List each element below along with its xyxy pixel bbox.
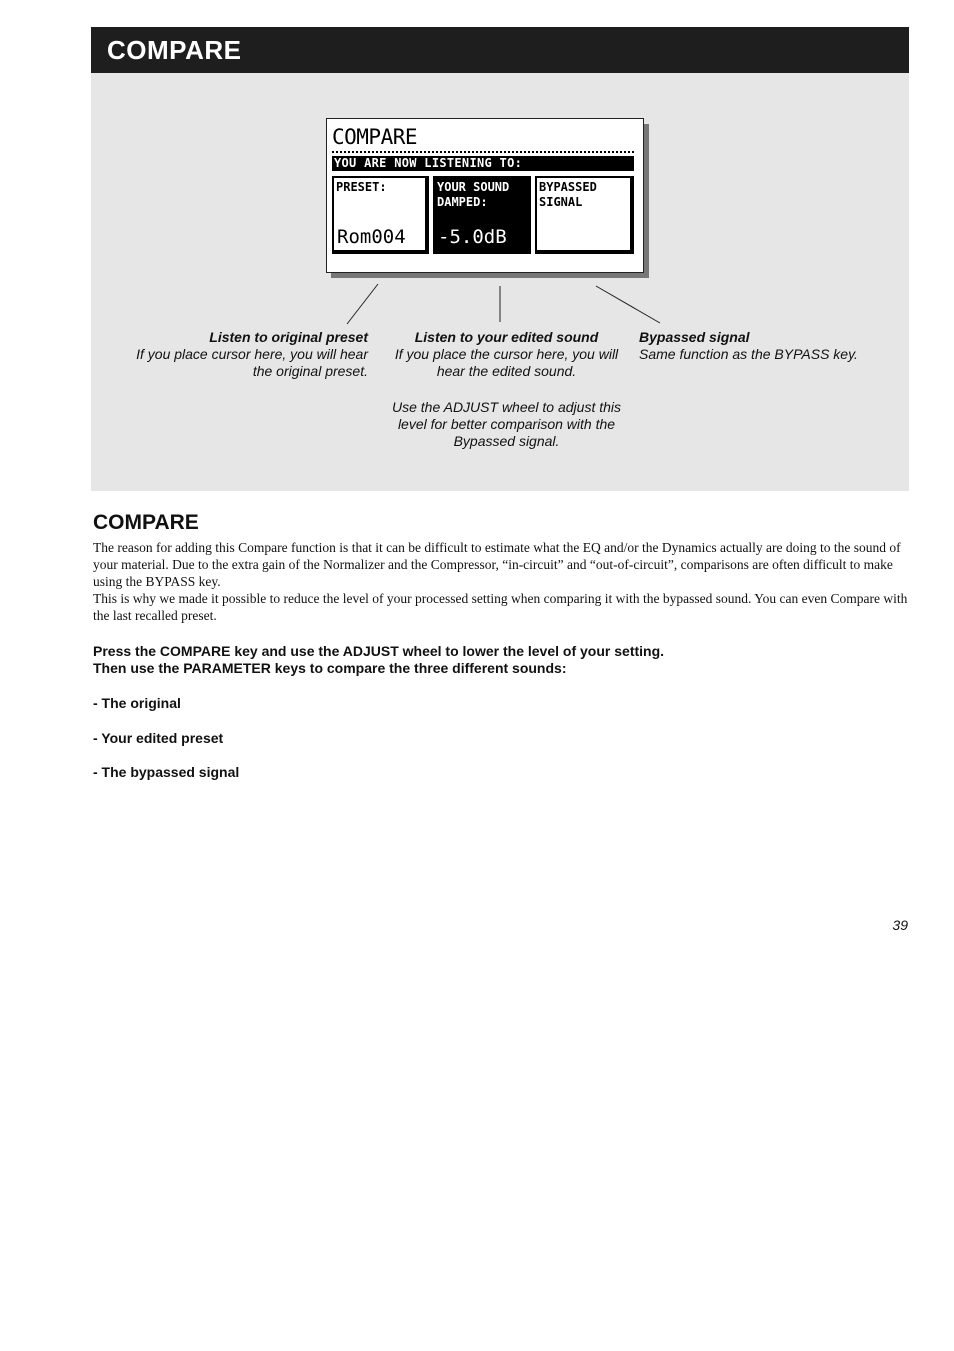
list-item: - Your edited preset — [93, 729, 224, 746]
caption-text: If you place the cursor here, you will hear the edited sound. — [394, 346, 619, 379]
list-item: - The bypassed signal — [93, 764, 240, 780]
caption-edited-sound — [384, 329, 629, 380]
section-heading: COMPARE — [93, 511, 199, 534]
lcd-banner: YOU ARE NOW LISTENING TO: — [332, 156, 634, 171]
lcd-box-label: YOUR SOUND DAMPED: — [437, 180, 510, 209]
lcd-box-value: Rom004 — [337, 226, 406, 248]
lcd-box-label: BYPASSED SIGNAL — [539, 180, 597, 209]
caption-heading: Listen to original preset — [209, 329, 368, 345]
body-text — [93, 539, 908, 624]
caption-heading: Listen to your edited sound — [414, 329, 599, 345]
page-number: 39 — [892, 917, 908, 933]
paragraph: This is why we made it possible to reduce the level of your processed setting when comparing it with the bypassed sound. You can even Compare with the last recalled preset. — [93, 591, 908, 623]
lcd-box-value: -5.0dB — [438, 226, 507, 248]
caption-text: If you place cursor here, you will hear the original preset. — [136, 346, 368, 379]
caption-bypassed-signal — [639, 329, 899, 363]
caption-heading: Bypassed signal — [639, 329, 750, 345]
header-bar — [91, 27, 909, 73]
instructions — [93, 643, 908, 677]
paragraph: The reason for adding this Compare function is that it can be difficult to estimate what the EQ and/or the Dynamics actually are doing to the sound of your material. Due to the extra gain of the Normalizer and the Compressor, “in-circuit” and “out-of-circuit”, comparisons are often difficult to make using the BYPASS key. — [93, 540, 901, 589]
lcd-box-label: PRESET: — [336, 180, 387, 194]
figure-panel — [91, 73, 909, 491]
callout-line-right — [596, 286, 660, 323]
instruction-line: Press the COMPARE key and use the ADJUST wheel to lower the level of your setting. — [93, 643, 665, 659]
caption-original-preset — [115, 329, 368, 380]
callout-line-left — [347, 284, 378, 324]
caption-adjust-note: Use the ADJUST wheel to adjust this level for better comparison with the Bypassed signal. — [391, 399, 622, 449]
page-title: COMPARE — [107, 35, 242, 65]
sound-list — [93, 695, 239, 799]
lcd-title: COMPARE — [332, 125, 418, 149]
caption-text: Same function as the BYPASS key. — [639, 346, 858, 362]
instruction-line: Then use the PARAMETER keys to compare the three different sounds: — [93, 660, 567, 676]
list-item: - The original — [93, 695, 181, 711]
